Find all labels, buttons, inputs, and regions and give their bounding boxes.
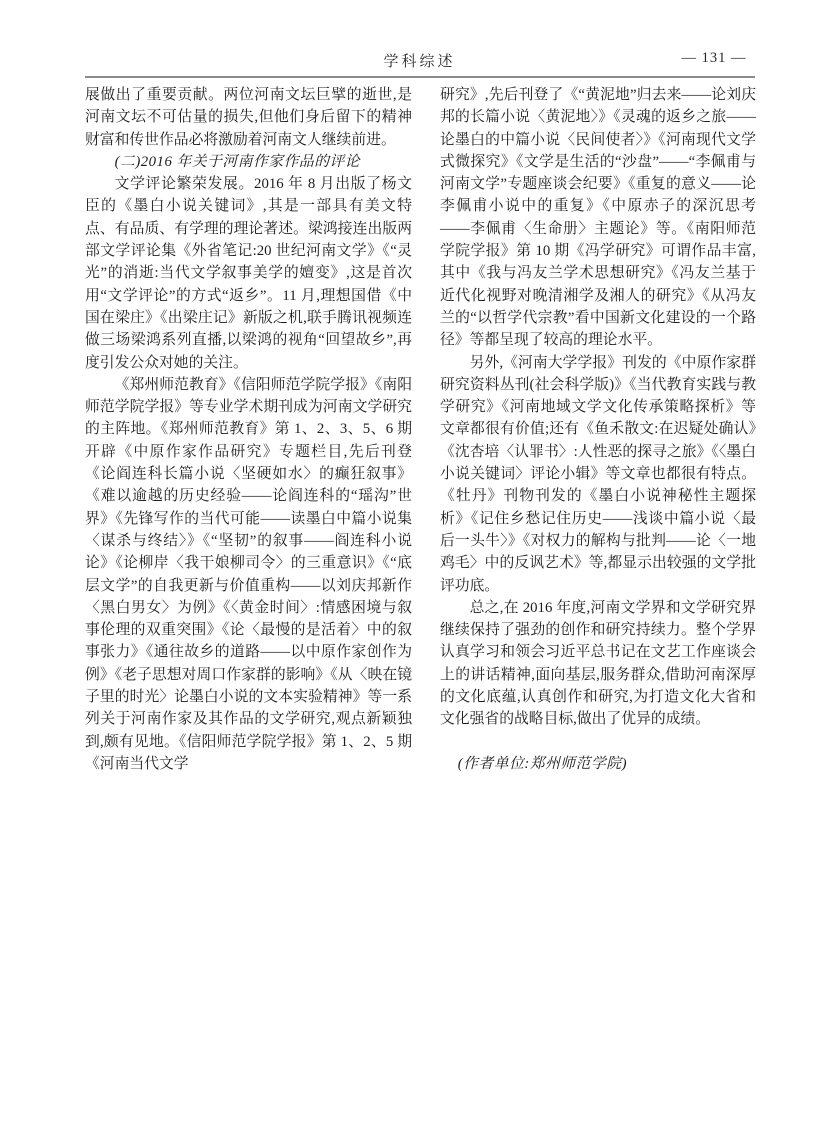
left-column <box>85 84 412 775</box>
author-affiliation: (作者单位:郑州师范学院) <box>457 755 628 772</box>
header-rule <box>85 76 755 78</box>
section-title: 学科综述 <box>383 54 456 70</box>
paragraph: 总之,在 2016 年度,河南文学界和文学研究界继续保持了强劲的创作和研究持续力。整个学界认真学习和领会习近平总书记在文艺工作座谈会上的讲话精神,面向基层,服务群众,借助河南深厚的文化底蕴,认真创作和研究,为打造文化大省和文化强省的战略目标,做出了优异的成绩。 <box>440 599 756 728</box>
page-number: — 131 — <box>681 50 747 66</box>
paragraph-continuation: 研究》,先后刊登了《“黄泥地”归去来——论刘庆邦的长篇小说〈黄泥地〉》《灵魂的返乡之旅——论墨白的中篇小说〈民间使者〉》《河南现代文学式微探究》《文学是生活的“沙盘”——“李佩甫与河南文学”专题座谈会纪要》《重复的意义——论李佩甫小说中的重复》《中原赤子的深沉思考——李佩甫〈生命册〉主题论》等。《南阳师范学院学报》第 10 期《冯学研究》可谓作品丰富,其中《我与冯友兰学术思想研究》《冯友兰基于近代化视野对晚清湘学及湘人的研究》《从冯友兰的“以哲学代宗教”看中国新文化建设的一个路径》等都呈现了较高的理论水平。 <box>440 87 756 349</box>
paragraph: 另外,《河南大学学报》刊发的《中原作家群研究资料丛刊(社会科学版)》《当代教育实践与教学研究》《河南地域文学文化传承策略探析》等文章都很有价值;还有《鱼禾散文:在迟疑处确认》《沈杏培〈认罪书〉:人性恶的探寻之旅》《〈墨白小说关键词〉评论小辑》等文章也都很有特点。《牡丹》刊物刊发的《墨白小说神秘性主题探析》《记住乡愁记住历史——浅谈中篇小说〈最后一头牛〉》《对权力的解构与批判——论〈一地鸡毛〉中的反讽艺术》等,都显示出较强的文学批评功底。 <box>440 354 756 594</box>
paragraph: 《郑州师范教育》《信阳师范学院学报》《南阳师范学院学报》等专业学术期刊成为河南文学研究的主阵地。《郑州师范教育》第 1、2、3、5、6 期开辟《中原作家作品研究》专题栏目,先后刊登《论阎连科长篇小说〈坚硬如水〉的癫狂叙事》《难以逾越的历史经验——论阎连科的“瑶沟”世界》《先锋写作的当代可能——读墨白中篇小说集〈谋杀与终结〉》《“坚韧”的叙事——阎连科小说论》《论柳岸〈我干娘柳司令〉的三重意识》《“底层文学”的自我更新与价值重构——以刘庆邦新作〈黑白男女〉为例》《〈黄金时间〉:情感困境与叙事伦理的双重突围》《论〈最慢的是活着〉中的叙事张力》《通往故乡的道路——以中原作家创作为例》《老子思想对周口作家群的影响》《从〈映在镜子里的时光〉论墨白小说的文本实验精神》等一系列关于河南作家及其作品的文学研究,观点新颖独到,颇有见地。《信阳师范学院学报》第 1、2、5 期《河南当代文学 <box>85 376 412 772</box>
section-heading: (二)2016 年关于河南作家作品的评论 <box>114 153 361 170</box>
paragraph-continuation: 展做出了重要贡献。两位河南文坛巨擘的逝世,是河南文坛不可估量的损失,但他们身后留下的精神财富和传世作品必将激励着河南文人继续前进。 <box>85 87 412 148</box>
right-column <box>440 84 756 775</box>
paragraph: 文学评论繁荣发展。2016 年 8 月出版了杨文臣的《墨白小说关键词》,其是一部具有美文特点、有品质、有学理的理论著述。梁鸿接连出版两部文学评论集《外省笔记:20 世纪河南文学》《“灵光”的消逝:当代文学叙事美学的嬗变》,这是首次用“文学评论”的方式“返乡”。11 月,理想国借《中国在梁庄》《出梁庄记》新版之机,联手腾讯视频连做三场梁鸿系列直播,以梁鸿的视角“回望故乡”,再度引发公众对她的关注。 <box>85 176 412 371</box>
